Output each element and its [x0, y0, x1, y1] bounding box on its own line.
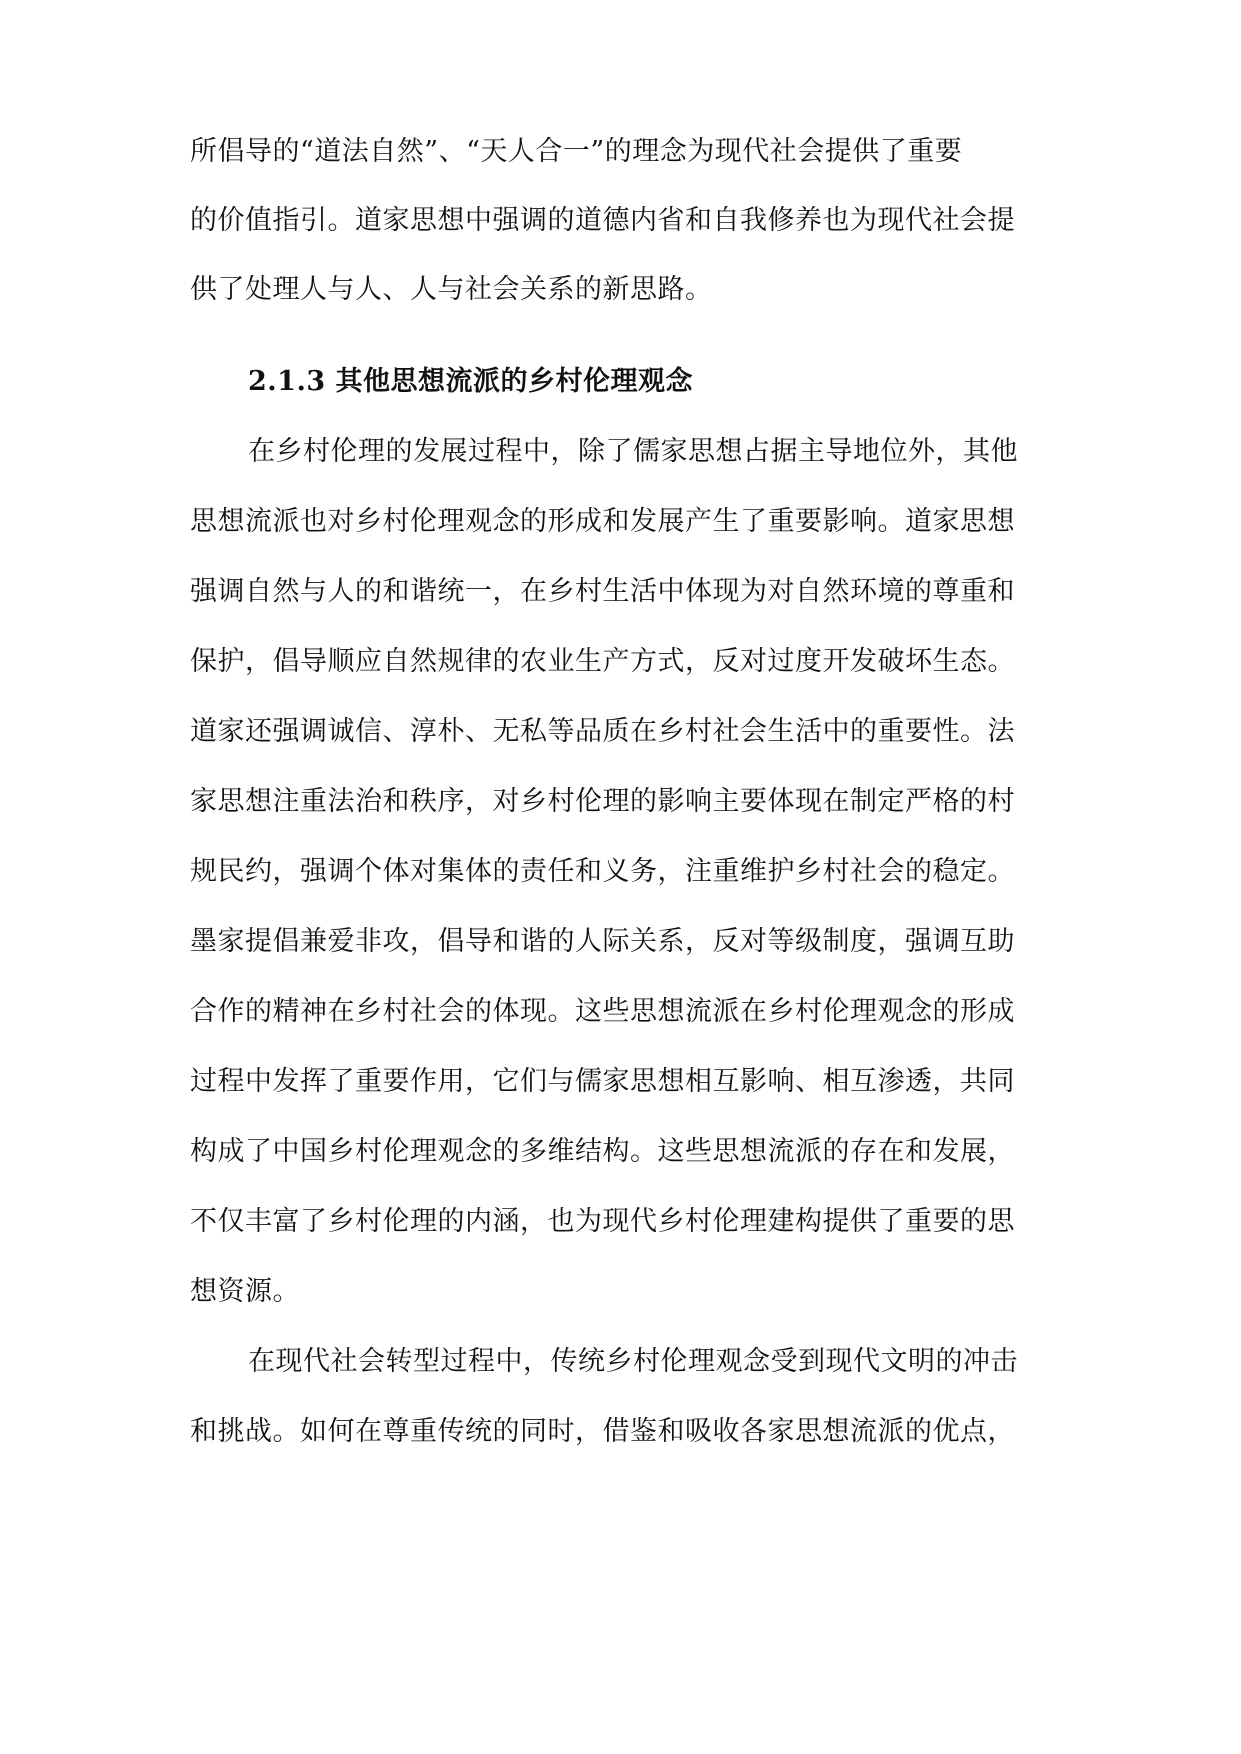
paragraph-line: 强调自然与人的和谐统一，在乡村生活中体现为对自然环境的尊重和 — [190, 576, 1015, 607]
paragraph-line: 道家还强调诚信、淳朴、无私等品质在乡村社会生活中的重要性。法 — [190, 716, 1015, 747]
paragraph-line: 在乡村伦理的发展过程中，除了儒家思想占据主导地位外，其他 — [248, 436, 1018, 467]
paragraph-line: 的价值指引。道家思想中强调的道德内省和自我修养也为现代社会提 — [190, 205, 1015, 236]
paragraph-line: 保护，倡导顺应自然规律的农业生产方式，反对过度开发破坏生态。 — [190, 646, 1015, 677]
paragraph-line: 合作的精神在乡村社会的体现。这些思想流派在乡村伦理观念的形成 — [190, 996, 1015, 1027]
paragraph-line: 家思想注重法治和秩序，对乡村伦理的影响主要体现在制定严格的村 — [190, 786, 1015, 817]
paragraph-line: 墨家提倡兼爱非攻，倡导和谐的人际关系，反对等级制度，强调互助 — [190, 926, 1015, 957]
paragraph-line: 所倡导的“道法自然”、“天人合一”的理念为现代社会提供了重要 — [190, 136, 963, 167]
paragraph-line: 想资源。 — [190, 1276, 300, 1307]
paragraph-line: 不仅丰富了乡村伦理的内涵，也为现代乡村伦理建构提供了重要的思 — [190, 1206, 1015, 1237]
paragraph-line: 构成了中国乡村伦理观念的多维结构。这些思想流派的存在和发展， — [190, 1136, 1015, 1167]
section-heading: 2.1.3 其他思想流派的乡村伦理观念 — [248, 366, 694, 397]
paragraph-line: 过程中发挥了重要作用，它们与儒家思想相互影响、相互渗透，共同 — [190, 1066, 1015, 1097]
paragraph-line: 思想流派也对乡村伦理观念的形成和发展产生了重要影响。道家思想 — [190, 506, 1015, 537]
paragraph-line: 供了处理人与人、人与社会关系的新思路。 — [190, 274, 713, 305]
paragraph-line: 在现代社会转型过程中，传统乡村伦理观念受到现代文明的冲击 — [248, 1346, 1018, 1377]
paragraph-line: 规民约，强调个体对集体的责任和义务，注重维护乡村社会的稳定。 — [190, 856, 1015, 887]
paragraph-line: 和挑战。如何在尊重传统的同时，借鉴和吸收各家思想流派的优点， — [190, 1416, 1015, 1447]
